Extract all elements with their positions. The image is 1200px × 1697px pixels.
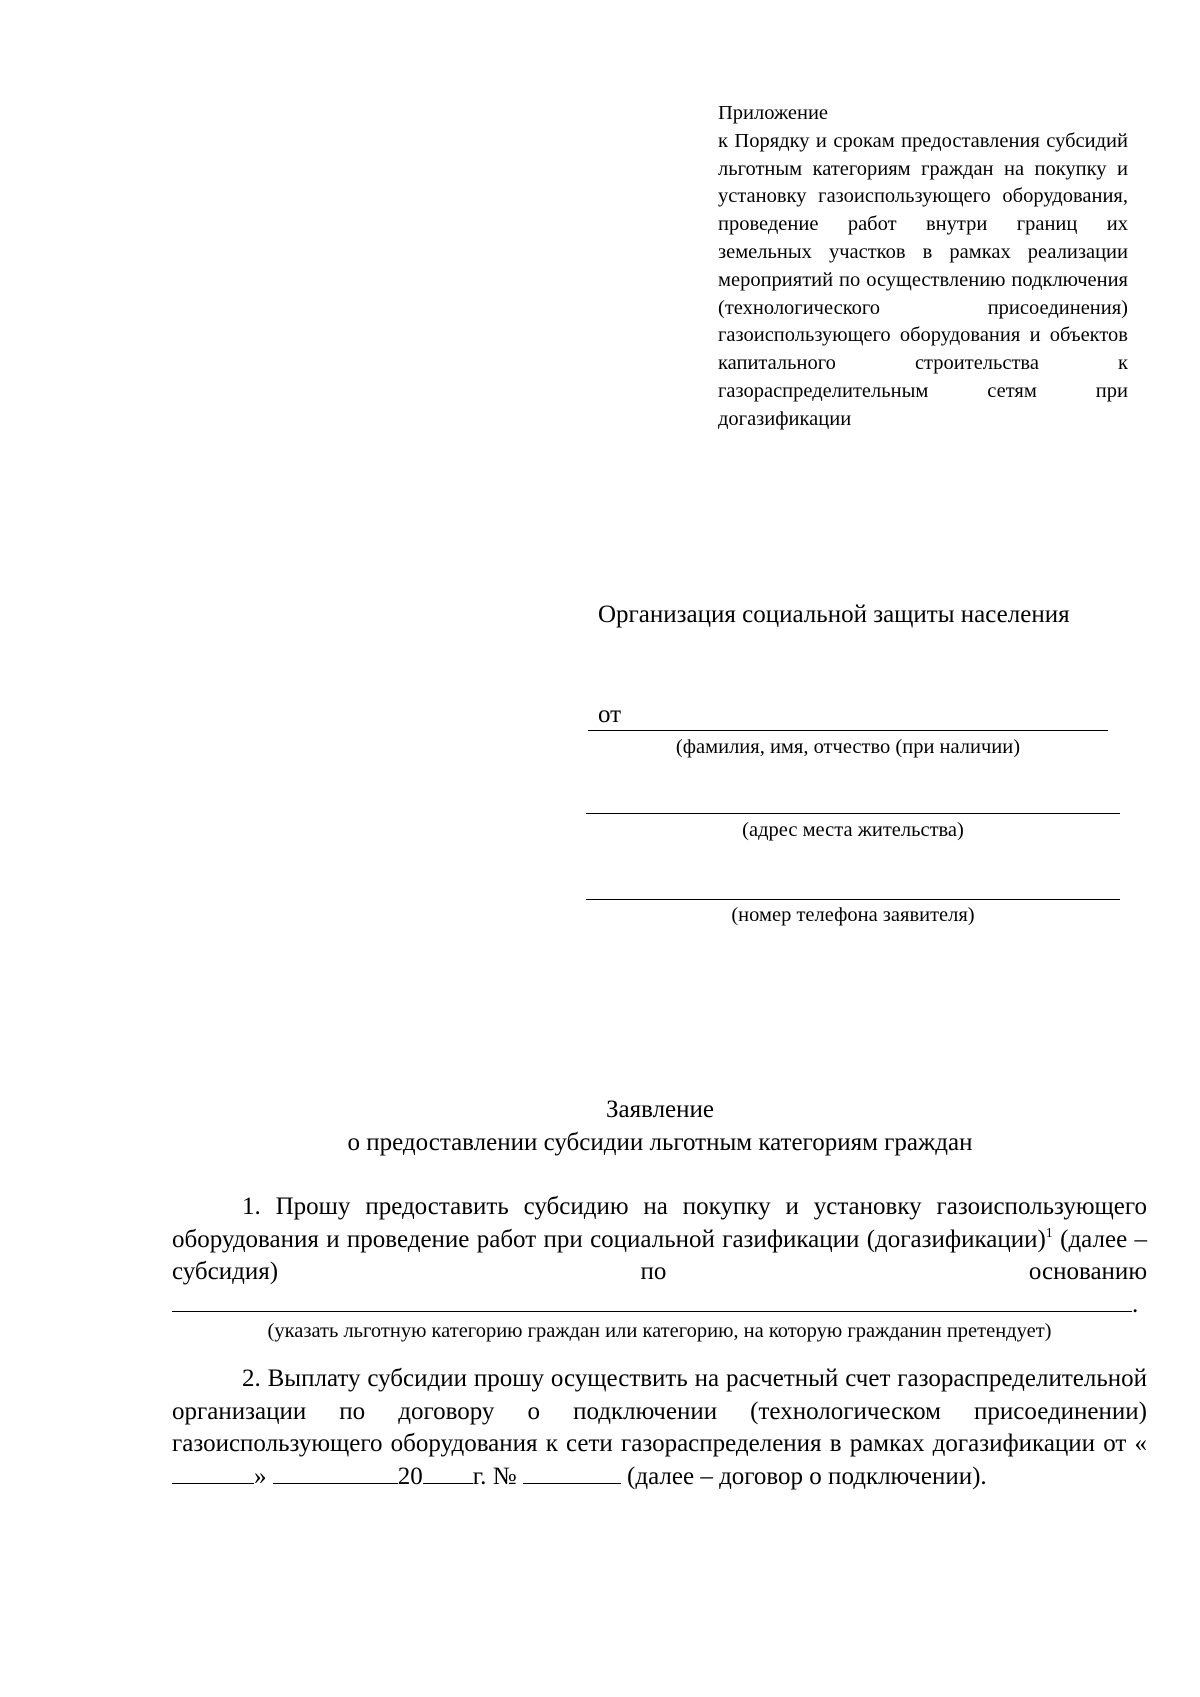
- addressee-organization: Организация социальной защиты населения: [598, 601, 1070, 628]
- paragraph-1-text: 1. Прошу предоставить субсидию на покупку и установку газоиспользующего оборудования и проведение работ при социальной газификации (догазификации): [172, 1193, 1147, 1253]
- number-sign: №: [492, 1462, 517, 1490]
- contract-number-field[interactable]: [523, 1461, 621, 1484]
- paragraph-2-text-after: (далее – договор о подключении).: [627, 1462, 987, 1490]
- year-suffix: г.: [472, 1462, 487, 1490]
- contract-day-field[interactable]: [172, 1461, 254, 1484]
- applicant-phone-field[interactable]: [586, 899, 1120, 900]
- statement-subtitle: о предоставлении субсидии льготным категориям граждан: [347, 1129, 973, 1156]
- appendix-body: к Порядку и срокам предоставления субсидий льготным категориям граждан на покупку и установку газоиспользующего оборудования, проведение работ внутри границ их земельных участков в рамках реализации мероприятий по осуществлению подключения (технологического присоединения) газоиспользующего оборудования и объектов капитального строительства к газораспределительным сетям при догазификации: [718, 129, 1128, 430]
- caption-phone: (номер телефона заявителя): [731, 904, 975, 926]
- caption-name: (фамилия, имя, отчество (при наличии): [675, 736, 1021, 758]
- applicant-name-field[interactable]: [588, 694, 1108, 731]
- contract-year-field[interactable]: [423, 1461, 473, 1484]
- caption-address: (адрес места жительства): [742, 819, 964, 841]
- quote-close: »: [254, 1462, 267, 1490]
- paragraph-2-text: 2. Выплату субсидии прошу осуществить на расчетный счет газораспределительной организации по договору о подключении (технологическом присоединении) газоиспользующего оборудования к сети газораспределения в рамках догазификации от «: [172, 1365, 1147, 1457]
- footnote-mark: 1: [1045, 1225, 1053, 1241]
- appendix-title: Приложение: [718, 102, 829, 124]
- category-field[interactable]: [172, 1289, 1132, 1312]
- contract-month-field[interactable]: [273, 1461, 398, 1484]
- statement-title: Заявление: [605, 1096, 715, 1123]
- paragraph-2: [172, 1363, 1147, 1493]
- caption-category: (указать льготную категорию граждан или категорию, на которую гражданин претендует): [267, 1320, 1052, 1342]
- appendix-block: [718, 100, 1128, 434]
- from-label: от: [598, 701, 622, 728]
- paragraph-1-line-end: .: [1132, 1290, 1139, 1318]
- applicant-address-field[interactable]: [586, 813, 1120, 814]
- paragraph-1-text-after: (далее – субсидия) по основанию: [172, 1225, 1147, 1285]
- year-prefix: 20: [397, 1462, 423, 1490]
- paragraph-1: [172, 1191, 1147, 1321]
